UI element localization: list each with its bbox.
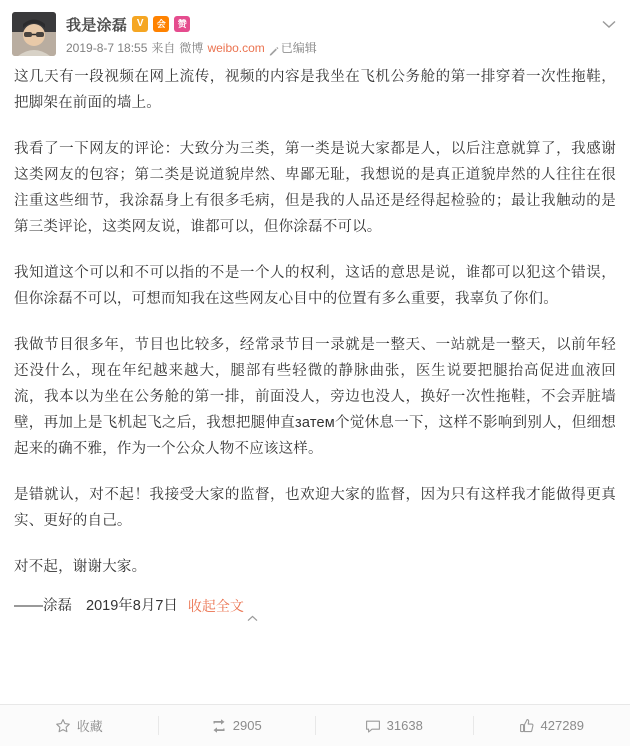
favorite-button[interactable] [0,705,158,746]
post-paragraph: 这几天有一段视频在网上流传，视频的内容是我坐在飞机公务舱的第一排穿着一次性拖鞋，把脚架在前面的墙上。 [14,69,616,111]
avatar[interactable] [12,12,56,56]
post-time-row [66,40,618,56]
source-prefix: 来自 [151,41,176,55]
post-toolbar [0,704,630,746]
author-name[interactable]: 我是涂磊 [66,16,128,34]
level-badge[interactable] [153,16,169,32]
source-link[interactable]: weibo.com [207,41,265,55]
post-content [0,56,630,580]
post-paragraph: 我知道这个可以和不可以指的不是一个人的权利，这话的意思是说，谁都可以犯这个错误，但你涂磊不可以，可想而知我在这些网友心目中的位置有多么重要，我辜负了你们。 [14,265,616,307]
post-paragraph: 我看了一下网友的评论：大致分为三类，第一类是说大家都是人，以后注意就算了，我感谢这类网友的包容；第二类是说道貌岸然、卑鄙无耻，我想说的是真正道貌岸然的人往往在很注重这些细节，我涂磊身上有很多毛病，但是我的人品还是经得起检验的；最让我触动的是第三类评论，这类网友说，谁都可以，但你涂磊不可以。 [14,141,616,235]
favorite-label: 收藏 [76,719,103,734]
thumbsup-icon [519,718,535,734]
retweet-icon [211,718,227,734]
post-header [0,0,630,56]
signature-row [0,590,630,620]
star-icon [55,718,71,734]
level-badge-label: 会 [156,18,166,29]
comment-icon [365,718,381,734]
like-button[interactable] [473,705,630,746]
comment-button[interactable] [315,705,473,746]
verified-v-badge[interactable]: V [132,16,148,32]
vip-badge-label: 赞 [177,18,187,29]
collapse-card-button[interactable] [602,16,616,25]
post-paragraph: 对不起，谢谢大家。 [14,559,147,575]
signature-name: ——涂磊 [14,598,72,614]
like-count: 427289 [540,718,584,733]
pencil-icon [269,44,279,54]
chevron-up-icon [247,603,258,610]
source-label[interactable]: 微博 [179,41,204,55]
collapse-text-label: 收起全文 [187,598,244,614]
vip-badge[interactable] [174,16,190,32]
author-row [66,13,618,35]
post-paragraph: 是错就认，对不起！我接受大家的监督，也欢迎大家的监督，因为只有这样我才能做得更真实、更好的自己。 [14,487,616,529]
avatar-image [12,12,56,56]
post-meta-block [66,12,618,56]
edited-label: 已编辑 [280,41,317,55]
post-paragraph: 我做节目很多年，节目也比较多，经常录节目一录就是一整天、一站就是一整天，以前年轻还没什么，现在年纪越来越大，腿部有些轻微的静脉曲张，医生说要把腿抬高促进血液回流，我本以为坐在公务舱的第一排，前面没人，旁边也没人，换好一次性拖鞋，不会弄脏墙壁，再加上是飞机起飞之后，我想把腿伸直затем个觉休息一下，这样不影响到别人，但细想起来的确不雅，作为一个公众人物不应该这样。 [14,337,616,457]
repost-count: 2905 [232,718,262,733]
repost-button[interactable] [158,705,316,746]
comment-count: 31638 [386,718,423,733]
edited-marker [269,40,317,56]
signature-date: 2019年8月7日 [86,598,178,614]
post-timestamp: 2019-8-7 18:55 [66,41,148,55]
collapse-text-link[interactable] [188,592,258,620]
